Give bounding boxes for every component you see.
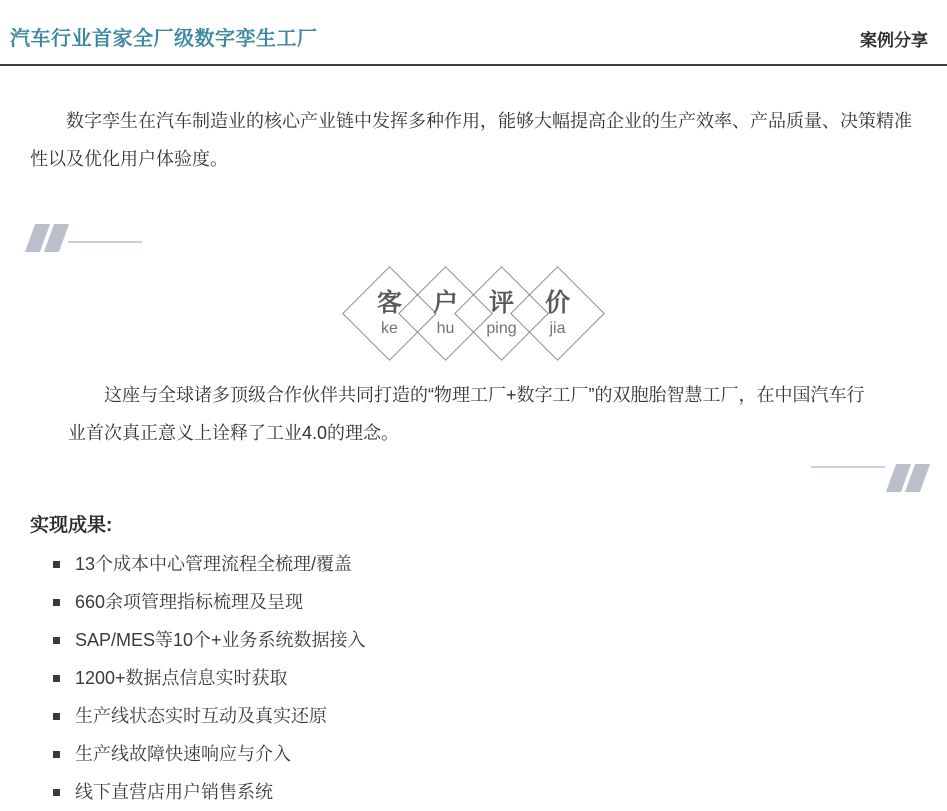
list-item: 生产线故障快速响应与介入	[53, 735, 947, 773]
intro-paragraph: 数字孪生在汽车制造业的核心产业链中发挥多种作用，能够大幅提高企业的生产效率、产品质量、决策精准性以及优化用户体验度。	[30, 111, 912, 169]
list-item: 线下直营店用户销售系统	[53, 773, 947, 811]
diamond-char: 评	[488, 289, 514, 317]
customer-quote-paragraph: 这座与全球诸多顶级合作伙伴共同打造的“物理工厂+数字工厂”的双胞胎智慧工厂，在中国汽车行业首次真正意义上诠释了工业4.0的理念。	[68, 385, 865, 443]
list-item: 660余项管理指标梳理及呈现	[53, 583, 947, 621]
list-item: 生产线状态实时互动及真实还原	[53, 697, 947, 735]
quote-line	[68, 241, 142, 243]
list-item: SAP/MES等10个+业务系统数据接入	[53, 621, 947, 659]
diamond-char: 价	[544, 289, 570, 317]
diamond-pinyin: ping	[486, 320, 517, 337]
page-title: 汽车行业首家全厂级数字孪生工厂	[10, 28, 318, 50]
case-share-label: 案例分享	[860, 31, 928, 50]
diamond-pinyin: jia	[549, 320, 566, 337]
diamond-badge	[510, 266, 606, 362]
diamond-pinyin: hu	[436, 320, 455, 337]
diamond-pinyin: ke	[381, 320, 398, 337]
diamond-char: 户	[432, 289, 458, 317]
close-quote-icon	[0, 464, 925, 494]
list-item: 1200+数据点信息实时获取	[53, 659, 947, 697]
quote-line	[811, 466, 885, 468]
open-quote-icon	[30, 224, 947, 254]
page-header	[0, 0, 947, 66]
diamond-char: 客	[376, 289, 402, 317]
results-list	[0, 545, 947, 811]
list-item: 13个成本中心管理流程全梳理/覆盖	[53, 545, 947, 583]
customer-review-badges	[0, 266, 947, 362]
results-heading: 实现成果:	[30, 515, 113, 536]
